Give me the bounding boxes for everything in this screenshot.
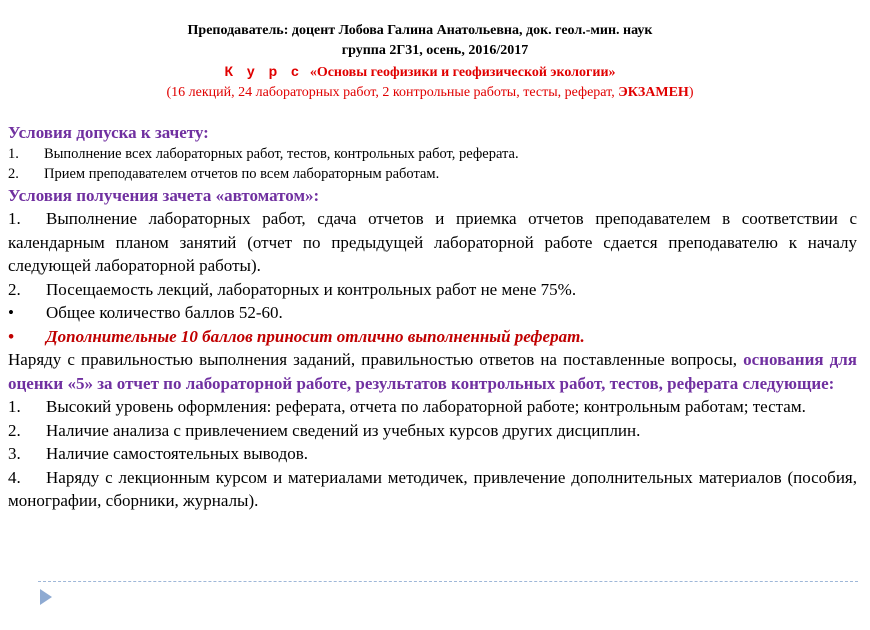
bullet-item-highlight [8, 325, 857, 349]
exam-label: ЭКЗАМЕН [618, 85, 689, 100]
course-label: К у р с [224, 63, 304, 79]
item-text: Наряду с лекционным курсом и материалами методичек, привлечение дополнительных материалов (пособия, монографии, сборники, журналы). [8, 467, 857, 510]
footer-divider [38, 581, 858, 582]
item-text: Дополнительные 10 баллов приносит отлично выполненный реферат. [46, 326, 585, 346]
item-text: Посещаемость лекций, лабораторных и контрольных работ не мене 75%. [46, 279, 577, 299]
item-number: 1. [8, 209, 21, 228]
item-text: Высокий уровень оформления: реферата, отчета по лабораторной работе; контрольным работам; тестам. [46, 397, 806, 416]
list-item [8, 419, 857, 443]
grade5-title: основания для оценки «5» за отчет по лабораторной работе, результатов контрольных работ, тестов, реферата следующие: [8, 350, 857, 393]
bullet-mark: • [8, 303, 14, 322]
list-item [8, 278, 857, 302]
grade5-intro: Наряду с правильностью выполнения заданий, правильностью ответов на поставленные вопросы, [8, 350, 744, 369]
course-details [0, 83, 870, 103]
item-number: 1. [8, 146, 19, 162]
triangle-arrow-icon [40, 589, 52, 605]
list-item [8, 164, 857, 184]
item-text: Наличие анализа с привлечением сведений из учебных курсов других дисциплин. [46, 420, 641, 440]
slide-body [8, 121, 857, 513]
item-number: 2. [8, 279, 21, 299]
item-number: 2. [8, 166, 19, 182]
item-text: Наличие самостоятельных выводов. [46, 444, 308, 463]
item-text: Выполнение всех лабораторных работ, тестов, контрольных работ, реферата. [44, 146, 519, 162]
item-text: Общее количество баллов 52-60. [46, 303, 283, 322]
admission-title: Условия допуска к зачету: [8, 123, 209, 142]
list-item [8, 442, 857, 466]
course-details-text: (16 лекций, 24 лабораторных работ, 2 контрольные работы, тесты, реферат, [166, 85, 619, 100]
bullet-item [8, 301, 857, 325]
item-text: Выполнение лабораторных работ, сдача отчетов и приемка отчетов преподавателем в соответствии с календарным планом занятий (отчет по предыдущей лабораторной работе сдается преподавателю к началу следующей лабораторной работы). [8, 209, 857, 275]
slide-header [0, 20, 870, 103]
group-line: группа 2Г31, осень, 2016/2017 [341, 43, 529, 58]
teacher-line: Преподаватель: доцент Лобова Галина Анатольевна, док. геол.-мин. наук [187, 23, 653, 38]
item-number: 1. [8, 397, 21, 416]
list-item [8, 207, 857, 278]
item-number: 4. [8, 467, 21, 487]
course-line [0, 61, 870, 83]
item-text: Прием преподавателем отчетов по всем лабораторным работам. [44, 166, 440, 182]
list-item [8, 144, 857, 164]
bullet-mark: • [8, 326, 14, 346]
list-item [8, 466, 857, 513]
course-details-end: ) [688, 85, 694, 100]
item-number: 3. [8, 444, 21, 463]
list-item [8, 395, 857, 419]
course-title: «Основы геофизики и геофизической экологии» [309, 65, 616, 80]
auto-title: Условия получения зачета «автоматом»: [8, 186, 320, 205]
item-number: 2. [8, 420, 21, 440]
grade5-paragraph [8, 348, 857, 395]
